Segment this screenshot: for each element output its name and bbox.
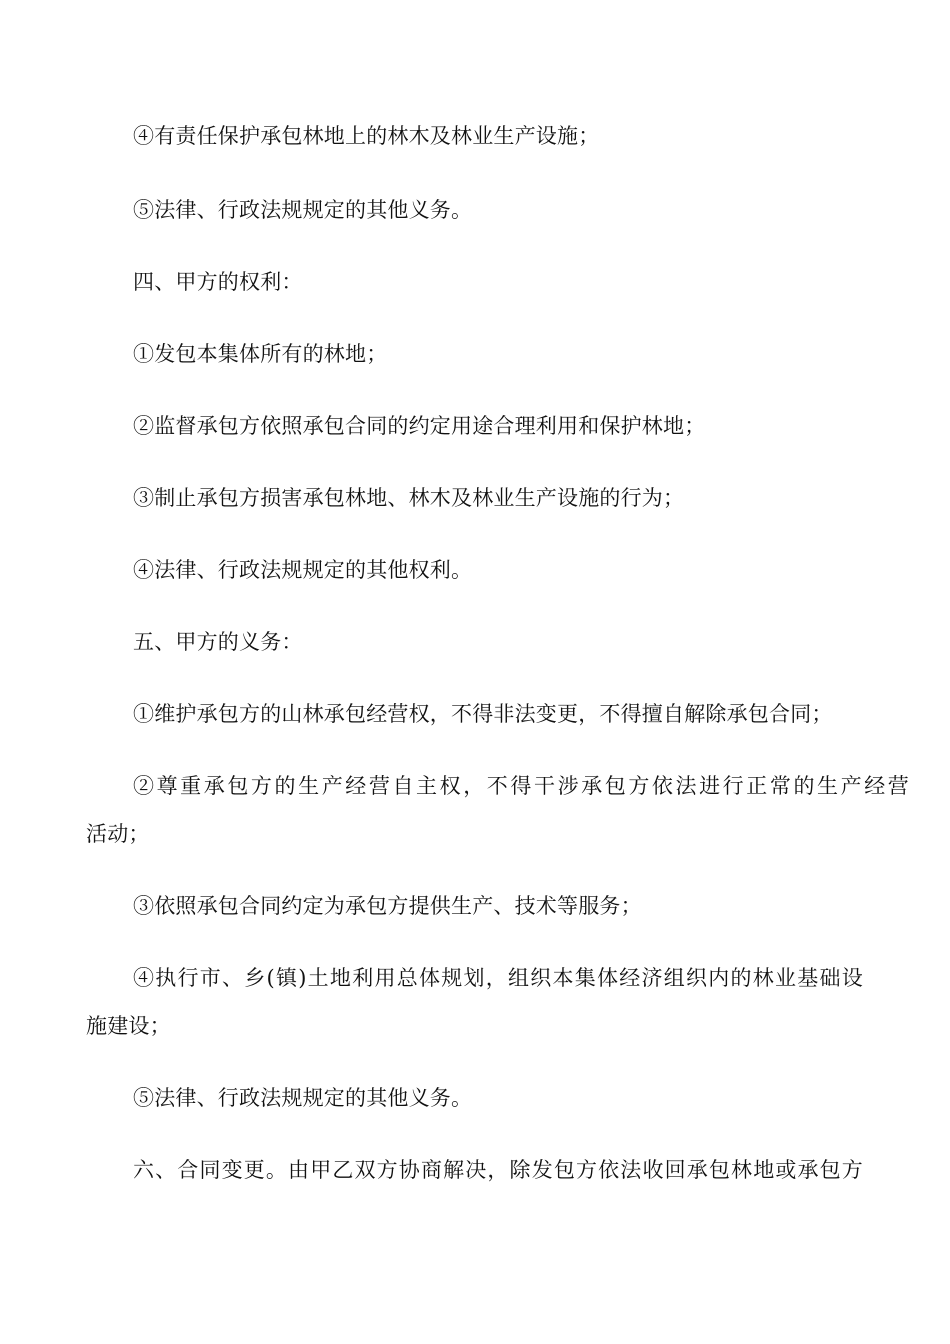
- paragraph-line: ④有责任保护承包林地上的林木及林业生产设施；: [133, 124, 600, 148]
- paragraph-line: ①维护承包方的山林承包经营权，不得非法变更，不得擅自解除承包合同；: [133, 702, 833, 726]
- paragraph-line: ⑤法律、行政法规规定的其他义务。: [133, 1086, 473, 1110]
- paragraph-line: 施建设；: [86, 1014, 171, 1038]
- paragraph-line: ④法律、行政法规规定的其他权利。: [133, 558, 473, 582]
- paragraph-line: ②监督承包方依照承包合同的约定用途合理利用和保护林地；: [133, 414, 706, 438]
- paragraph-line: ①发包本集体所有的林地；: [133, 342, 388, 366]
- paragraph-line: ②尊重承包方的生产经营自主权，不得干涉承包方依法进行正常的生产经营: [133, 774, 909, 798]
- paragraph-line: 活动；: [86, 822, 150, 846]
- section-heading: 五、甲方的义务：: [133, 630, 303, 654]
- paragraph-line: ③制止承包方损害承包林地、林木及林业生产设施的行为；: [133, 486, 685, 510]
- section-heading: 四、甲方的权利：: [133, 270, 303, 294]
- section-heading: 六、合同变更。由甲乙双方协商解决，除发包方依法收回承包林地或承包方: [133, 1158, 863, 1182]
- paragraph-line: ⑤法律、行政法规规定的其他义务。: [133, 198, 473, 222]
- paragraph-line: ④执行市、乡(镇)土地利用总体规划，组织本集体经济组织内的林业基础设: [133, 966, 863, 990]
- paragraph-line: ③依照承包合同约定为承包方提供生产、技术等服务；: [133, 894, 642, 918]
